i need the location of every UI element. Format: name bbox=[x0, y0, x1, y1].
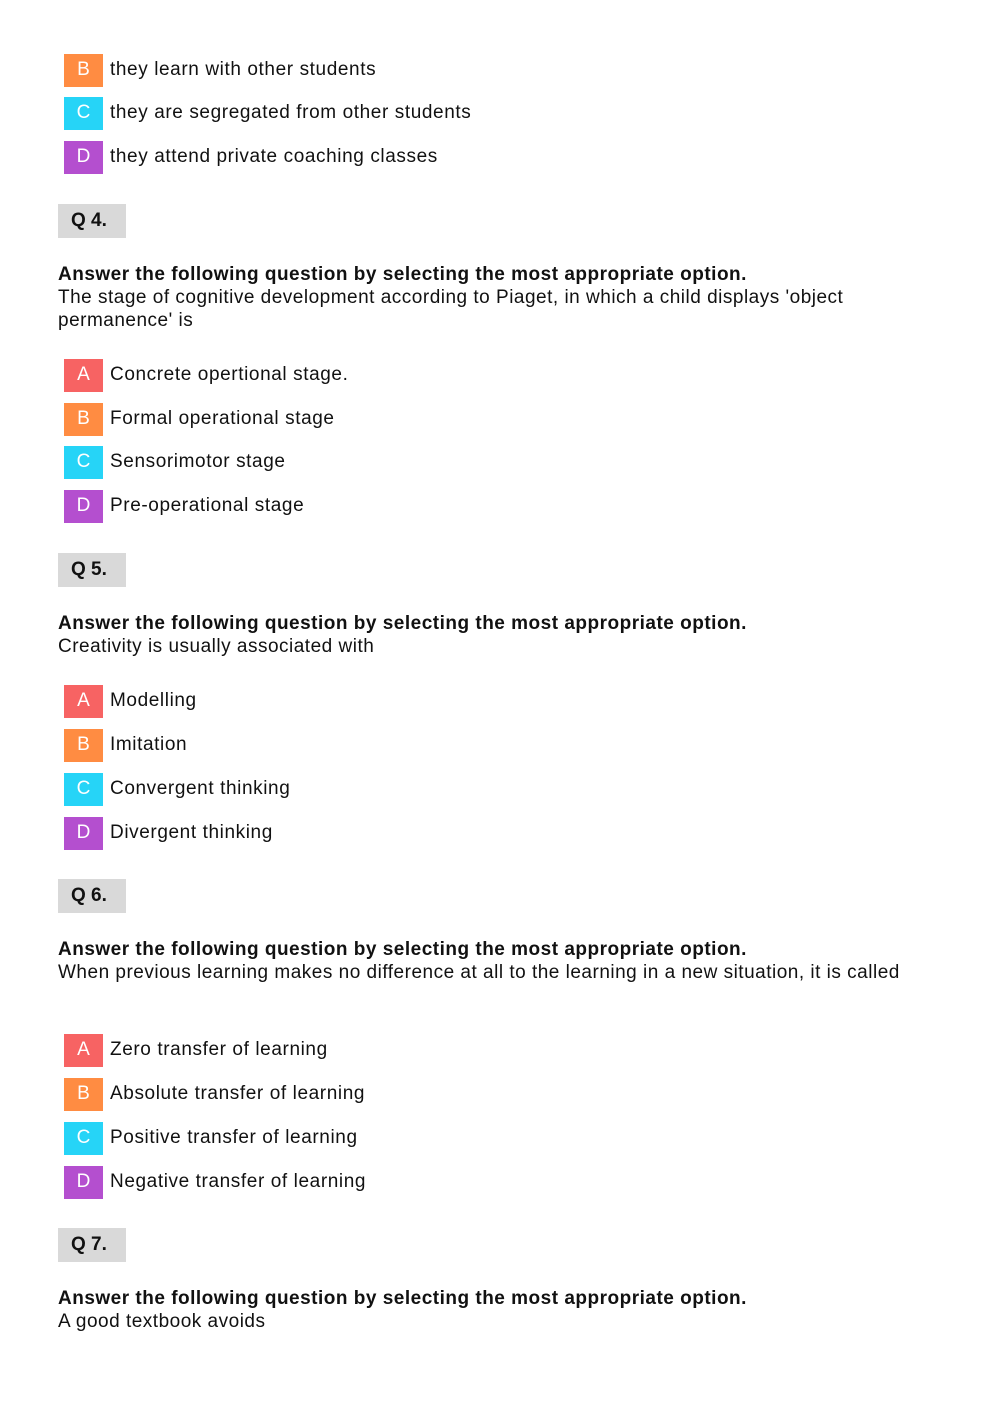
option-letter-badge: A bbox=[64, 359, 103, 392]
question-instruction: Answer the following question by selecting the most appropriate option. bbox=[58, 613, 747, 634]
option-letter-badge: C bbox=[64, 446, 103, 479]
option-letter-badge: A bbox=[64, 1034, 103, 1067]
question-text: When previous learning makes no difference at all to the learning in a new situation, it is called bbox=[58, 962, 900, 983]
question-instruction: Answer the following question by selecting the most appropriate option. bbox=[58, 939, 747, 960]
option-d[interactable] bbox=[64, 1165, 366, 1199]
option-text: Convergent thinking bbox=[110, 778, 291, 799]
option-text: Negative transfer of learning bbox=[110, 1171, 367, 1192]
option-b[interactable] bbox=[64, 53, 376, 87]
option-b[interactable] bbox=[64, 1077, 365, 1111]
option-letter-badge: B bbox=[64, 729, 103, 762]
question-instruction: Answer the following question by selecting the most appropriate option. bbox=[58, 1288, 747, 1309]
option-a[interactable] bbox=[64, 358, 348, 392]
option-letter-badge: C bbox=[64, 97, 103, 130]
option-text: Formal operational stage bbox=[110, 408, 335, 429]
option-letter-badge: C bbox=[64, 773, 103, 806]
question-text: A good textbook avoids bbox=[58, 1311, 266, 1332]
option-letter-badge: B bbox=[64, 403, 103, 436]
option-d[interactable] bbox=[64, 816, 273, 850]
question-number-label: Q 6. bbox=[58, 879, 126, 913]
option-letter-badge: D bbox=[64, 817, 103, 850]
option-text: Pre-operational stage bbox=[110, 495, 305, 516]
option-b[interactable] bbox=[64, 402, 335, 436]
option-c[interactable] bbox=[64, 772, 290, 806]
option-letter-badge: D bbox=[64, 1166, 103, 1199]
option-letter-badge: B bbox=[64, 54, 103, 87]
option-text: Positive transfer of learning bbox=[110, 1127, 358, 1148]
option-c[interactable] bbox=[64, 1121, 358, 1155]
question-number-label: Q 4. bbox=[58, 204, 126, 238]
option-letter-badge: A bbox=[64, 685, 103, 718]
option-letter-badge: D bbox=[64, 490, 103, 523]
question-block bbox=[58, 938, 928, 984]
option-c[interactable] bbox=[64, 96, 471, 130]
question-block bbox=[58, 263, 928, 332]
option-text: Imitation bbox=[110, 734, 188, 755]
question-text: Creativity is usually associated with bbox=[58, 636, 375, 657]
option-a[interactable] bbox=[64, 684, 197, 718]
question-block bbox=[58, 1287, 928, 1333]
option-letter-badge: C bbox=[64, 1122, 103, 1155]
option-c[interactable] bbox=[64, 445, 286, 479]
question-number-label: Q 5. bbox=[58, 553, 126, 587]
question-text: The stage of cognitive development according to Piaget, in which a child displays 'object permanence' is bbox=[58, 287, 844, 331]
option-letter-badge: B bbox=[64, 1078, 103, 1111]
option-text: Sensorimotor stage bbox=[110, 451, 286, 472]
option-d[interactable] bbox=[64, 140, 438, 174]
option-b[interactable] bbox=[64, 728, 187, 762]
option-text: Divergent thinking bbox=[110, 822, 273, 843]
option-text: Concrete opertional stage. bbox=[110, 364, 349, 385]
option-text: they learn with other students bbox=[110, 59, 377, 80]
option-text: Modelling bbox=[110, 690, 197, 711]
option-d[interactable] bbox=[64, 489, 304, 523]
option-text: they attend private coaching classes bbox=[110, 146, 438, 167]
question-instruction: Answer the following question by selecting the most appropriate option. bbox=[58, 264, 747, 285]
question-number-label: Q 7. bbox=[58, 1228, 126, 1262]
option-text: Zero transfer of learning bbox=[110, 1039, 328, 1060]
question-block bbox=[58, 612, 928, 658]
option-text: Absolute transfer of learning bbox=[110, 1083, 366, 1104]
option-text: they are segregated from other students bbox=[110, 102, 472, 123]
option-letter-badge: D bbox=[64, 141, 103, 174]
option-a[interactable] bbox=[64, 1033, 328, 1067]
